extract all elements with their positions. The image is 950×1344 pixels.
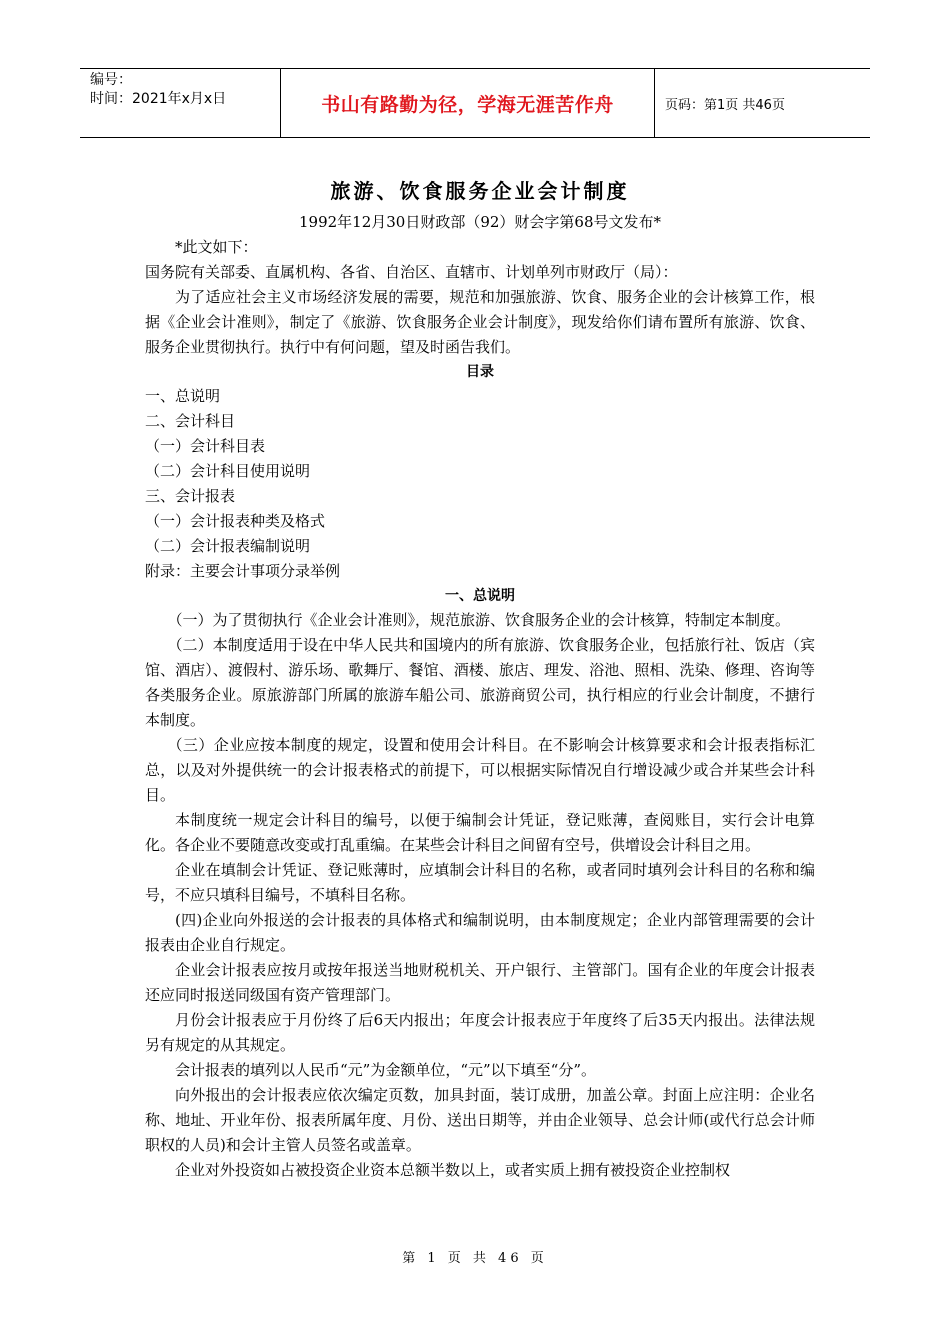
toc-item: 一、总说明 <box>145 387 221 405</box>
date-label: 时间：2021年x月x日 <box>90 91 227 107</box>
intro-paragraph: 为了适应社会主义市场经济发展的需要，规范和加强旅游、饮食、服务企业的会计核算工作，根据《企业会计准则》，制定了《旅游、饮食服务企业会计制度》，现发给你们请布置所有旅游、饮食、服务企业贯彻执行。执行中有何问题，望及时函告我们。 <box>145 288 815 356</box>
document-title: 旅游、饮食服务企业会计制度 <box>330 179 630 203</box>
body-paragraph: 本制度统一规定会计科目的编号，以便于编制会计凭证，登记账薄，查阅账目，实行会计电算化。各企业不要随意改变或打乱重编。在某些会计科目之间留有空号，供增设会计科目之用。 <box>145 811 815 854</box>
body-paragraph: (四)企业向外报送的会计报表的具体格式和编制说明，由本制度规定；企业内部管理需要的会计报表由企业自行规定。 <box>145 911 815 954</box>
motto-text: 书山有路勤为径，学海无涯苦作舟 <box>321 93 614 116</box>
body-paragraph: 会计报表的填列以人民币“元”为金额单位，“元”以下填至“分”。 <box>175 1061 597 1079</box>
body-paragraph: 向外报出的会计报表应依次编定页数，加具封面，装订成册，加盖公章。封面上应注明：企业名称、地址、开业年份、报表所属年度、月份、送出日期等，并由企业领导、总会计师(或代行总会计师职权的人员)和会计主管人员签名或盖章。 <box>145 1086 815 1154</box>
body-paragraph: 企业会计报表应按月或按年报送当地财税机关、开户银行、主管部门。国有企业的年度会计报表还应同时报送同级国有资产管理部门。 <box>145 961 815 1004</box>
header-motto-cell <box>280 69 655 137</box>
page-label: 页码：第1页 共46页 <box>665 97 785 113</box>
toc-item: 二、会计科目 <box>145 412 236 430</box>
toc-item: 三、会计报表 <box>145 487 236 505</box>
header-meta <box>80 69 290 139</box>
body-paragraph: （三）企业应按本制度的规定，设置和使用会计科目。在不影响会计核算要求和会计报表指标汇总，以及对外提供统一的会计报表格式的前提下，可以根据实际情况自行增设减少或合并某些会计科目。 <box>145 736 815 804</box>
toc-item: （二）会计报表编制说明 <box>145 537 311 555</box>
toc-title: 目录 <box>466 364 494 380</box>
page-footer: 第 1 页 共 46 页 <box>402 1251 548 1266</box>
toc-item: （二）会计科目使用说明 <box>145 462 311 480</box>
toc-item: 附录：主要会计事项分录举例 <box>145 562 341 580</box>
number-label: 编号： <box>90 72 132 88</box>
document-body <box>145 165 815 1183</box>
toc-list <box>145 384 815 584</box>
body-paragraph: 企业对外投资如占被投资企业资本总额半数以上，或者实质上拥有被投资企业控制权 <box>175 1161 731 1179</box>
document-subtitle: 1992年12月30日财政部（92）财会字第68号文发布* <box>298 213 662 231</box>
page-header <box>80 68 870 138</box>
body-paragraph: （一）为了贯彻执行《企业会计准则》，规范旅游、饮食服务企业的会计核算，特制定本制度。 <box>167 611 791 629</box>
toc-item: （一）会计报表种类及格式 <box>145 512 326 530</box>
recipient-line: 国务院有关部委、直属机构、各省、自治区、直辖市、计划单列市财政厅（局）： <box>145 263 678 281</box>
header-page-cell <box>655 69 880 137</box>
body-paragraph: 企业在填制会计凭证、登记账薄时，应填制会计科目的名称，或者同时填列会计科目的名称和编号，不应只填科目编号，不填科目名称。 <box>145 861 815 904</box>
section-title: 一、总说明 <box>445 588 515 604</box>
note-line: *此文如下： <box>175 238 258 256</box>
body-paragraph: 月份会计报表应于月份终了后6天内报出；年度会计报表应于年度终了后35天内报出。法律法规另有规定的从其规定。 <box>145 1011 815 1054</box>
body-paragraph: （二）本制度适用于设在中华人民共和国境内的所有旅游、饮食服务企业，包括旅行社、饭店（宾馆、酒店）、渡假村、游乐场、歌舞厅、餐馆、酒楼、旅店、理发、浴池、照相、洗染、修理、咨询等各类服务企业。原旅游部门所属的旅游车船公司、旅游商贸公司，执行相应的行业会计制度，不搪行本制度。 <box>145 636 815 729</box>
toc-item: （一）会计科目表 <box>145 437 266 455</box>
